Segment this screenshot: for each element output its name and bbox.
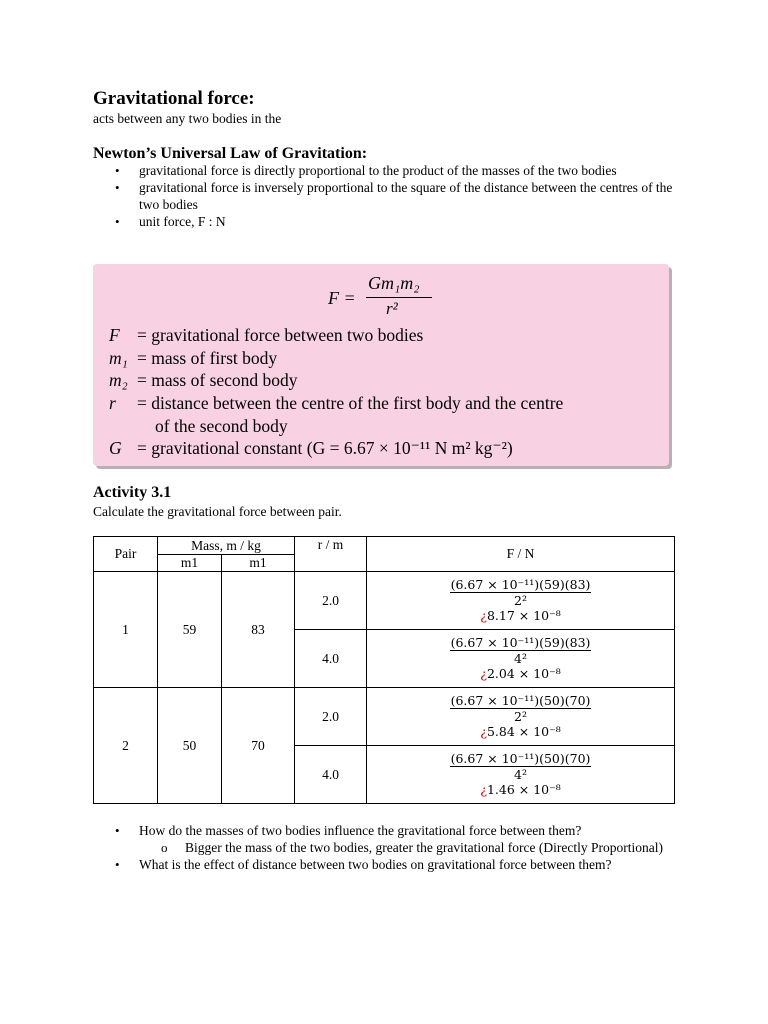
page-title: Gravitational force:	[93, 88, 255, 109]
calc-denominator: 2²	[514, 593, 527, 608]
law-heading: Newton’s Universal Law of Gravitation:	[93, 145, 368, 162]
law-bullet-list	[93, 162, 675, 230]
mass2-cell: 83	[222, 572, 295, 688]
formula-numerator: Gm₁m₂	[368, 273, 420, 293]
result-value: 2.04 × 10⁻⁸	[486, 666, 561, 681]
answer-list	[139, 839, 675, 856]
list-item: • gravitational force is inversely proportional to the square of the distance between the centres of the two bodies	[93, 179, 675, 213]
calc-result	[450, 608, 592, 623]
question-text: How do the masses of two bodies influence the gravitational force between them?	[139, 823, 582, 838]
mass1-cell: 59	[158, 572, 222, 688]
distance-cell: 2.0	[295, 688, 367, 746]
definition-text: = mass of first body	[137, 347, 278, 368]
mass1-cell: 50	[158, 688, 222, 804]
distance-cell: 4.0	[295, 746, 367, 804]
force-calculation	[450, 693, 592, 739]
header-m1: m1	[158, 555, 222, 572]
calc-numerator: (6.67 × 10⁻¹¹)(50)(70)	[450, 693, 591, 708]
pair-cell: 2	[94, 688, 158, 804]
activity-instruction: Calculate the gravitational force between pair.	[93, 504, 342, 519]
result-value: 8.17 × 10⁻⁸	[486, 608, 561, 623]
force-calculation	[450, 577, 592, 623]
header-r: r / m	[295, 537, 367, 572]
result-prefix: ¿	[480, 666, 487, 681]
calc-denominator: 2²	[514, 709, 527, 724]
definition-text: = distance between the centre of the first body and the centre	[137, 393, 564, 414]
header-pair: Pair	[94, 537, 158, 572]
table-row	[94, 572, 675, 630]
calc-denominator: 4²	[514, 651, 527, 666]
distance-cell: 2.0	[295, 572, 367, 630]
formula-lhs: F =	[328, 288, 356, 308]
result-prefix: ¿	[480, 782, 487, 797]
force-cell	[367, 688, 675, 746]
mass2-cell: 70	[222, 688, 295, 804]
document-page	[93, 88, 675, 872]
pair-cell: 1	[94, 572, 158, 688]
force-calculation	[450, 751, 592, 797]
fraction-bar	[366, 297, 432, 298]
list-item: • What is the effect of distance between two bodies on gravitational force between them?	[93, 856, 675, 873]
definition-symbol: F	[109, 325, 120, 345]
result-value: 5.84 × 10⁻⁸	[486, 724, 561, 739]
header-m2: m1	[222, 555, 295, 572]
table-row	[94, 688, 675, 746]
result-value: 1.46 × 10⁻⁸	[486, 782, 561, 797]
result-prefix: ¿	[480, 608, 487, 623]
answer-item: o Bigger the mass of the two bodies, greater the gravitational force (Directly Proportional)	[139, 839, 675, 856]
calc-denominator: 4²	[514, 767, 527, 782]
question-list	[93, 822, 675, 873]
definition-text: of the second body	[155, 415, 288, 436]
calc-result	[450, 666, 592, 681]
calc-numerator: (6.67 × 10⁻¹¹)(59)(83)	[450, 635, 591, 650]
header-mass: Mass, m / kg	[158, 537, 295, 555]
calc-result	[450, 782, 592, 797]
definition-text: = mass of second body	[137, 370, 298, 391]
list-item: • gravitational force is directly proportional to the product of the masses of the two bodies	[93, 162, 675, 179]
table-header-row	[94, 537, 675, 555]
page-subtitle: acts between any two bodies in the	[93, 111, 282, 126]
results-table	[93, 536, 675, 804]
header-f: F / N	[367, 537, 675, 572]
calc-result	[450, 724, 592, 739]
list-item: • unit force, F : N	[93, 213, 675, 230]
distance-cell: 4.0	[295, 630, 367, 688]
force-cell	[367, 630, 675, 688]
definition-symbol: r	[109, 393, 116, 414]
force-cell	[367, 746, 675, 804]
definition-symbol: G	[109, 438, 122, 459]
definition-symbol: m₂	[109, 370, 128, 391]
formula-box	[93, 264, 669, 466]
definition-symbol: m₁	[109, 347, 128, 368]
definition-text: = gravitational force between two bodies	[137, 325, 424, 345]
list-item	[93, 822, 675, 856]
result-prefix: ¿	[480, 724, 487, 739]
formula-denominator: r²	[386, 299, 398, 318]
calc-numerator: (6.67 × 10⁻¹¹)(50)(70)	[450, 751, 591, 766]
activity-heading: Activity 3.1	[93, 484, 172, 501]
calc-numerator: (6.67 × 10⁻¹¹)(59)(83)	[450, 577, 591, 592]
force-calculation	[450, 635, 592, 681]
definition-text: = gravitational constant (G = 6.67 × 10⁻¹¹ N m² kg⁻²)	[137, 438, 513, 459]
force-cell	[367, 572, 675, 630]
